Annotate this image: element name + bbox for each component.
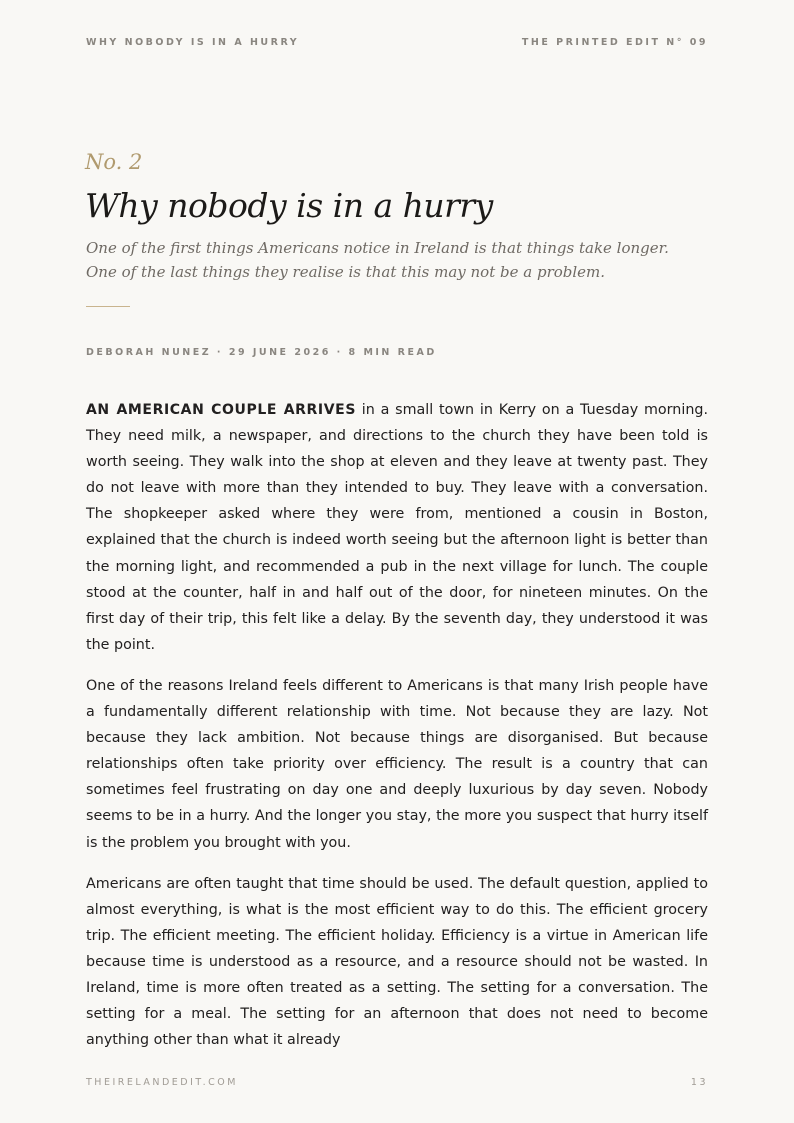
page-number: 13 [690,1077,708,1088]
running-header [86,37,708,48]
paragraph-text: in a small town in Kerry on a Tuesday morning. They need milk, a newspaper, and directions to the church they have been told is worth seeing. They walk into the shop at eleven and they leave at twenty past. They do not leave with more than they intended to buy. They leave with a conversation. The shopkeeper asked where they were from, mentioned a cousin in Boston, explained that the church is indeed worth seeing but the afternoon light is better than the morning light, and recommended a pub in the next village for lunch. The couple stood at the counter, half in and half out of the door, for nineteen minutes. On the first day of their trip, this felt like a delay. By the seventh day, they understood it was the point. [86,402,709,653]
article-number: No. 2 [85,150,143,174]
running-head-title: WHY NOBODY IS IN A HURRY [86,37,300,48]
running-head-issue: THE PRINTED EDIT N° 09 [521,37,708,48]
paragraph: One of the reasons Ireland feels different to Americans is that many Irish people have a fundamentally different relationship with time. Not because they are lazy. Not because they lack ambition. Not because things are disorganised. But because relationships often take priority over efficiency. The result is a country that can sometimes feel frustrating on day one and deeply luxurious by day seven. Nobody seems to be in a hurry. And the longer you stay, the more you suspect that hurry itself is the problem you brought with you. [86,677,708,851]
article-body [86,397,708,1068]
paragraph [86,397,708,658]
footer-site: THEIRELANDEDIT.COM [86,1077,238,1088]
deck-line: One of the last things they realise is that this may not be a problem. [86,263,606,281]
lede-text: AN AMERICAN COUPLE ARRIVES [86,402,357,418]
article-title: Why nobody is in a hurry [85,186,493,225]
byline: DEBORAH NUNEZ · 29 JUNE 2026 · 8 MIN READ [86,347,437,358]
paragraph: Americans are often taught that time should be used. The default question, applied to almost everything, is what is the most efficient way to do this. The efficient grocery trip. The efficient meeting. The efficient holiday. Efficiency is a virtue in American life because time is understood as a resource, and a resource should not be wasted. In Ireland, time is more often treated as a setting. The setting for a conversation. The setting for a meal. The setting for an afternoon that does not need to become anything other than what it already [86,875,708,1049]
article-deck [86,236,669,284]
page-footer [86,1077,708,1088]
divider-rule [86,306,130,307]
deck-line: One of the first things Americans notice in Ireland is that things take longer. [86,239,669,257]
